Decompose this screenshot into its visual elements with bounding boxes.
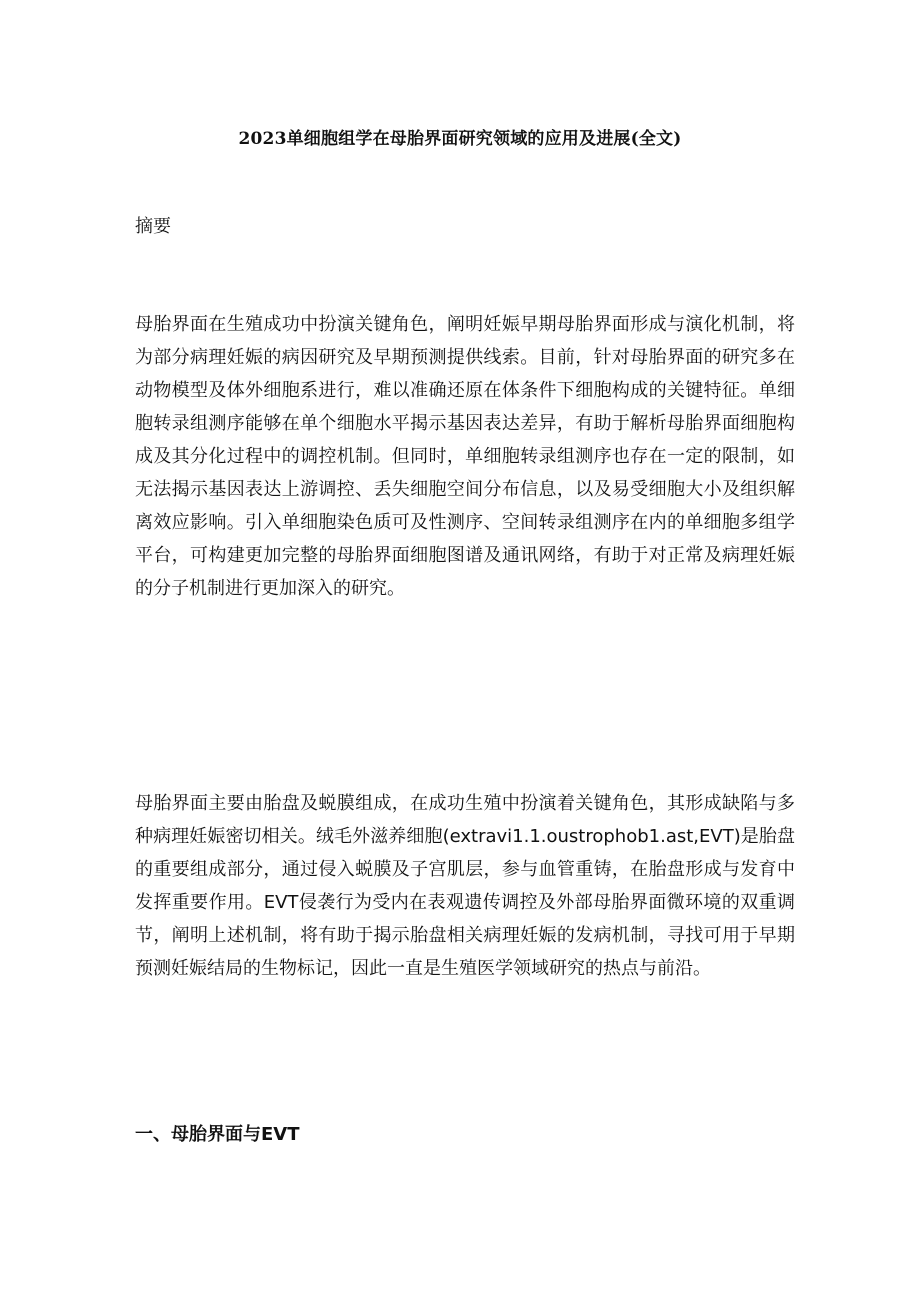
section-heading: 一、母胎界面与EVT xyxy=(135,1124,300,1145)
document-title: 2023单细胞组学在母胎界面研究领域的应用及进展(全文) xyxy=(238,129,682,149)
intro-paragraph: 母胎界面主要由胎盘及蜕膜组成，在成功生殖中扮演着关键角色，其形成缺陷与多种病理妊娠密切相关。绒毛外滋养细胞(extravi1.1.oustrophob1.ast,EVT)是胎盘的重要组成部分，通过侵入蜕膜及子宫肌层，参与血管重铸，在胎盘形成与发育中发挥重要作用。EVT侵袭行为受内在表观遗传调控及外部母胎界面微环境的双重调节，阐明上述机制，将有助于揭示胎盘相关病理妊娠的发病机制，寻找可用于早期预测妊娠结局的生物标记，因此一直是生殖医学领域研究的热点与前沿。 xyxy=(135,793,795,979)
abstract-paragraph: 母胎界面在生殖成功中扮演关键角色，阐明妊娠早期母胎界面形成与演化机制，将为部分病理妊娠的病因研究及早期预测提供线索。目前，针对母胎界面的研究多在动物模型及体外细胞系进行，难以准确还原在体条件下细胞构成的关键特征。单细胞转录组测序能够在单个细胞水平揭示基因表达差异，有助于解析母胎界面细胞构成及其分化过程中的调控机制。但同时，单细胞转录组测序也存在一定的限制，如无法揭示基因表达上游调控、丢失细胞空间分布信息，以及易受细胞大小及组织解离效应影响。引入单细胞染色质可及性测序、空间转录组测序在内的单细胞多组学平台，可构建更加完整的母胎界面细胞图谱及通讯网络，有助于对正常及病理妊娠的分子机制进行更加深入的研究。 xyxy=(135,314,795,599)
abstract-label: 摘要 xyxy=(135,216,171,237)
